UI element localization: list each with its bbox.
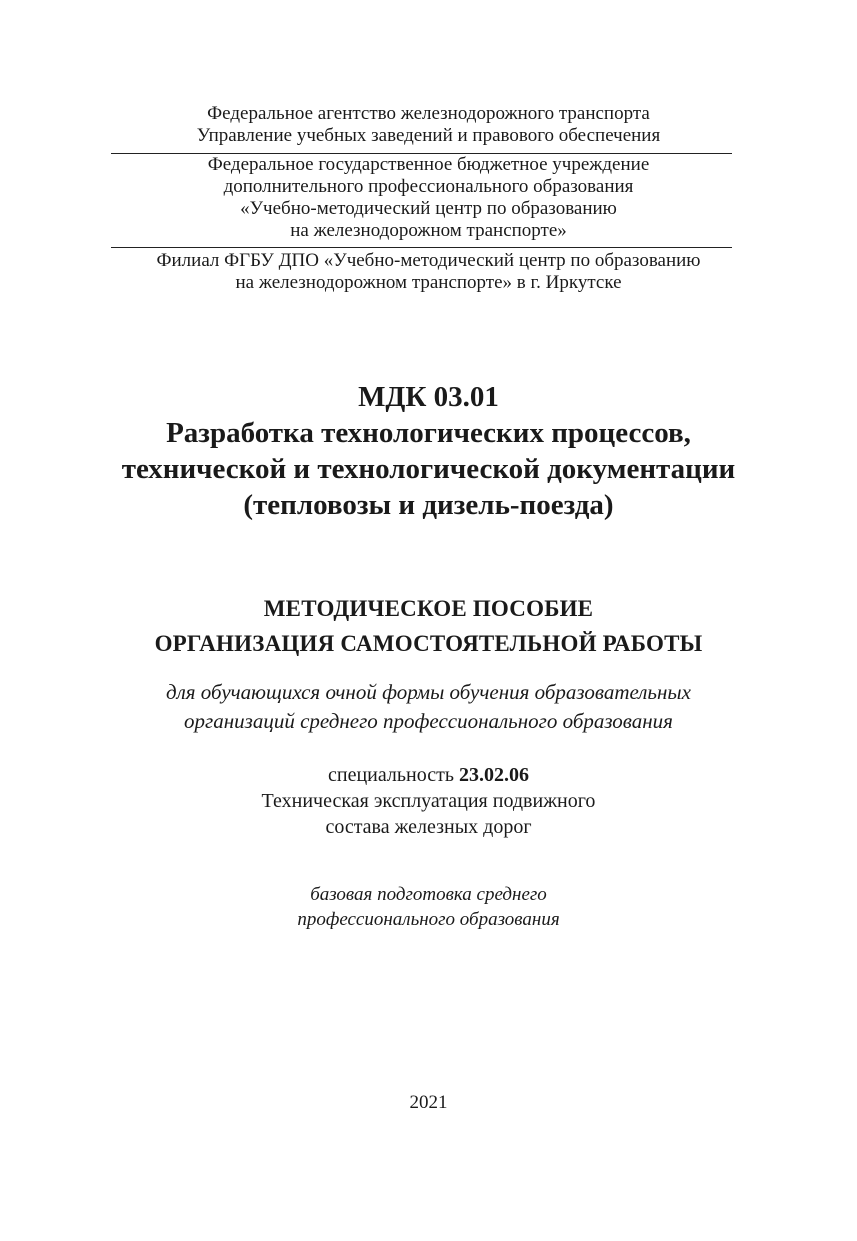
manual-type-line-1: МЕТОДИЧЕСКОЕ ПОСОБИЕ (263, 596, 594, 621)
level-line-2: профессионального образования (297, 909, 560, 930)
level-line-1: базовая подготовка среднего (310, 884, 547, 905)
institution-line-4: на железнодорожном транспорте» (290, 220, 567, 241)
institution-line-1: Федеральное государственное бюджетное учреждение (207, 154, 650, 175)
branch-line-1: Филиал ФГБУ ДПО «Учебно-методический центр по образованию (156, 250, 701, 271)
course-title-line-3: (тепловозы и дизель-поезда) (243, 489, 614, 521)
specialty-name-line-1: Техническая эксплуатация подвижного (261, 790, 596, 812)
specialty-line (0, 763, 857, 787)
header-divider-2 (111, 247, 732, 248)
specialty-name-line-2: состава железных дорог (325, 816, 532, 838)
institution-line-2: дополнительного профессионального образования (223, 176, 634, 197)
specialty-code: 23.02.06 (458, 764, 529, 786)
specialty-label: специальность (328, 764, 459, 786)
course-title-line-1: Разработка технологических процессов, (166, 417, 691, 449)
institution-line-3: «Учебно-методический центр по образованию (240, 198, 617, 219)
audience-line-1: для обучающихся очной формы обучения образовательных (166, 680, 691, 704)
course-code: МДК 03.01 (358, 381, 499, 413)
agency-name: Федеральное агентство железнодорожного транспорта (207, 103, 650, 124)
manual-type-line-2: ОРГАНИЗАЦИЯ САМОСТОЯТЕЛЬНОЙ РАБОТЫ (154, 631, 703, 656)
publication-year: 2021 (409, 1092, 448, 1113)
agency-department: Управление учебных заведений и правового обеспечения (196, 125, 661, 146)
course-title-line-2: технической и технологической документации (121, 453, 736, 485)
audience-line-2: организаций среднего профессионального образования (184, 709, 673, 733)
branch-line-2: на железнодорожном транспорте» в г. Иркутске (235, 272, 622, 293)
